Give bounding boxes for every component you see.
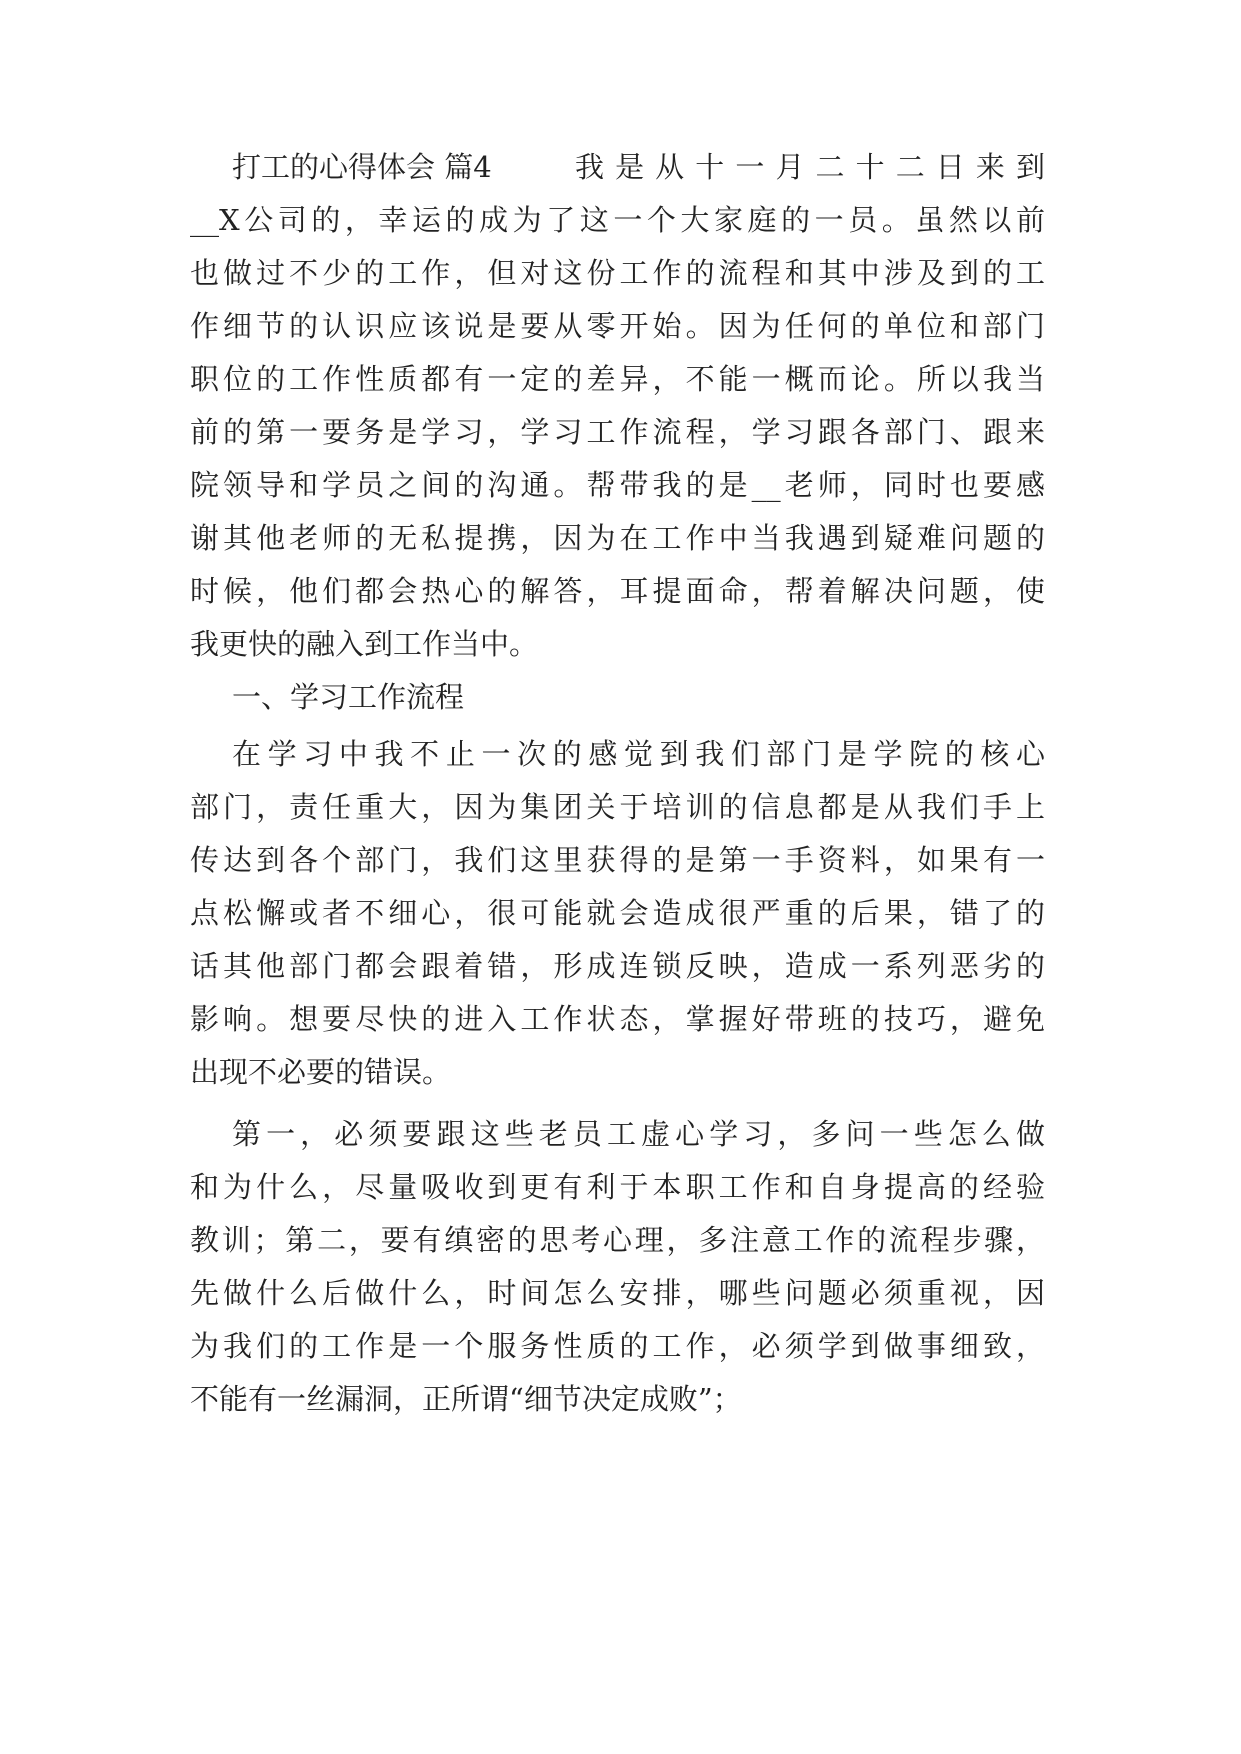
text-line: 不能有一丝漏洞，正所谓“细节决定成败”； bbox=[190, 1382, 742, 1416]
text-line: 第一，必须要跟这些老员工虚心学习，多问一些怎么做 bbox=[232, 1117, 1045, 1151]
text-line: 点松懈或者不细心，很可能就会造成很严重的后果，错了的 bbox=[190, 896, 1045, 930]
document-title: 打工的心得体会 篇4 bbox=[232, 150, 492, 184]
text-line bbox=[190, 141, 1045, 194]
text-line-segment: 我是从十一月二十二日来到 bbox=[575, 150, 1045, 184]
text-line: 为我们的工作是一个服务性质的工作，必须学到做事细致， bbox=[190, 1329, 1045, 1363]
text-line: 话其他部门都会跟着错，形成连锁反映，造成一系列恶劣的 bbox=[190, 949, 1045, 983]
paragraph-core-department bbox=[190, 728, 1045, 1099]
text-line: __X公司的，幸运的成为了这一个大家庭的一员。虽然以前 bbox=[190, 203, 1045, 237]
text-line: 院领导和学员之间的沟通。帮带我的是__老师，同时也要感 bbox=[190, 468, 1045, 502]
paragraph-first-second-points bbox=[190, 1108, 1045, 1426]
text-line: 我更快的融入到工作当中。 bbox=[190, 627, 539, 661]
text-line: 前的第一要务是学习，学习工作流程，学习跟各部门、跟来 bbox=[190, 415, 1045, 449]
text-line: 和为什么，尽量吸收到更有利于本职工作和自身提高的经验 bbox=[190, 1170, 1045, 1204]
text-line: 也做过不少的工作，但对这份工作的流程和其中涉及到的工 bbox=[190, 256, 1045, 290]
text-line: 职位的工作性质都有一定的差异，不能一概而论。所以我当 bbox=[190, 362, 1045, 396]
document-body bbox=[190, 141, 1045, 1426]
text-line: 作细节的认识应该说是要从零开始。因为任何的单位和部门 bbox=[190, 309, 1045, 343]
text-line: 在学习中我不止一次的感觉到我们部门是学院的核心 bbox=[232, 737, 1045, 771]
text-line: 先做什么后做什么，时间怎么安排，哪些问题必须重视，因 bbox=[190, 1276, 1045, 1310]
text-line: 时候，他们都会热心的解答，耳提面命，帮着解决问题，使 bbox=[190, 574, 1045, 608]
text-line: 传达到各个部门，我们这里获得的是第一手资料，如果有一 bbox=[190, 843, 1045, 877]
text-line: 部门，责任重大，因为集团关于培训的信息都是从我们手上 bbox=[190, 790, 1045, 824]
text-line: 教训；第二，要有缜密的思考心理，多注意工作的流程步骤， bbox=[190, 1223, 1045, 1257]
text-line: 影响。想要尽快的进入工作状态，掌握好带班的技巧，避免 bbox=[190, 1002, 1045, 1036]
text-line: 出现不必要的错误。 bbox=[190, 1055, 452, 1089]
section-heading: 一、学习工作流程 bbox=[232, 680, 465, 714]
paragraph-intro bbox=[190, 141, 1045, 671]
text-line: 谢其他老师的无私提携，因为在工作中当我遇到疑难问题的 bbox=[190, 521, 1045, 555]
